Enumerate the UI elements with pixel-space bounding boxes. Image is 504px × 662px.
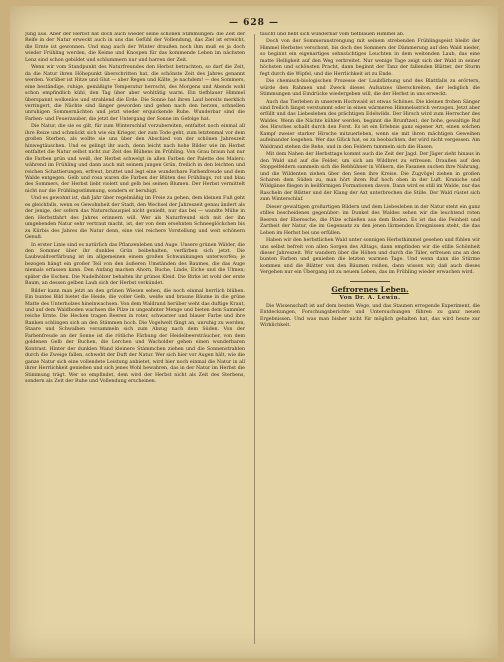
column-divider <box>254 34 255 644</box>
paragraph: Auch das Tierleben in unserem Hochwald ist etwas Schönes. Die kleinen frohen Sänger sind freilich längst verstummt oder in einen wärmeren Himmelsstrich verzogen. Jetzt aber erfüllt und das Liebesleben des prächtigen Edelwilds. Der Hirsch wird zum Herrscher des Waldes. Wenn die Nächte kühler werden, beginnt die Brunftzeit, der hohe, gewaltige Ruf des Hirsches schallt durch den Forst. Es ist ein Erlebnis ganz eigener Art, einen solchen Kampf zweier starker Hirsche mitzuerleben, wenn sie mit ihren mächtigen Geweihen aufeinander losgehen. Wer das Glück hat, es zu beobachten, der wird nicht vergessen. Am Waldrand stehen die Rehe, und in den Feldern tummeln sich die Hasen. <box>260 99 480 150</box>
paragraph: taucht und hebt sich wunderbar vom tiefblauen Himmel ab. <box>260 32 405 37</box>
paragraph: Und es gewohnt ist, daß Jahr über regelmäßig im Freie zu gehen, dem kleinen Fuß geht es gleichfalls, wenn es Gewohnheit der Stadt, den Wechsel der Jahreszeit genau ändert als der jenige, der sofern das Naturschauspiel nicht genießt, nur das bei — wandte Mühe in den Herbstfahrt des Jahres erinnern will. Wer als Naturfreund sich mit der ihn umgebenden Natur sehr vertraut macht, ist, der von dem ersehnten Schneeglöckchen bis zu Kürbis des Jahres die Natur denn, eine viel reichere Vorstellung und weit schönern Genuß. <box>25 196 245 241</box>
magazine-page <box>10 6 498 658</box>
left-column <box>25 32 245 650</box>
article-title: Gefrorenes Leben. <box>331 285 409 295</box>
paragraph: Jung aus. Aber der Herbst hat doch auch wieder seine schönen Stimmungen: die Zeit der Reife in der Natur erweckt auch in uns das Gefühl der Vollendung, das Ziel ist erreicht, die Ernte ist gewonnen. Und mag auch der Winter draußen noch ihm muß es ja doch wieder Frühling werden, die Keime und Knospen für das kommende Leben im nächsten Lenz sind schon gebildet und schlummern nur und harren der Zeit. <box>25 32 245 63</box>
page-number: — 628 — <box>228 18 280 28</box>
paragraph: Mit dem Nahen der Herbsttage kommt auch die Zeit der Jagd. Der Jäger zieht hinaus in den Wald und auf die Felder, um sich am Wildbret zu erfreuen. Draußen auf den Stoppelfeldern sammeln sich die Rebhühner in Völkern, die Fasanen suchen ihre Nahrung, und die Wildenten ziehen über den Seen ihre Kreise. Die Zugvögel ziehen in großen Scharen dem Süden zu, man hört ihren Ruf hoch oben in der Luft. Kraniche und Wildgänse fliegen in keilförmigen Formationen davon. Dann wird es still im Walde, nur das Rascheln der Blätter und der Klang der Axt unterbrechen die Stille. Der Wald rüstet sich zum Winterschlaf. <box>260 152 480 203</box>
paragraph: Bilder kann man jetzt an den grünen Wiesen sehen, die noch einmal herrlich blühen. Ein buntes Bild bietet die Heide, die voller Gelb, weiße und braune Bäume in die grüne Matte des Unterholzes hineinwachsen. Von dem Waldrand herüber weht das duftige Kraut, und auf dem Waldboden wachsen die Pilze in ungeahnter Menge und bieten dem Sammler reiche Ernte. Die Hecken tragen Beeren in roter, schwarzer und blauer Farbe und ihre Ranken schlingen sich an den Stämmen hoch. Die Vogelwelt fängt an, unruhig zu werden, Staare und Schwalben versammeln sich zum Abzug nach dem Süden. Von der Farbenfreude an der Sonne ist die rötliche Färbung der Heidelbeersträucher, von dem goldenen Gelb der Buchen, die Lerchen und Wacholder gehen einen wunderbaren Kontrast. Hinter der dunklen Wand kleinere Stämmchen ziehen und die Sonnenstrahlen durch die Zweige fallen, schwebt der Duft der Natur. Wer sich hier vor Augen hält, wie die ganze Natur sich eine vollendete Leistung anbietet, wird hier noch einmal die Natur in all ihrer Herrlichkeit genießen und sich jenes Wohl bewahren, das in der Natur im Herbst die Stimmung trägt. Wer so empfindet, dem wird der Herbst nicht als Zeit des Sterbens, sondern als Zeit der Ruhe und Vollendung erscheinen. <box>25 288 245 385</box>
right-column <box>260 32 480 650</box>
paragraph: Die chemisch-biologischen Prozesse der Laubfärbung und des Blattfalls zu erörtern, würde den Rahmen und Zweck dieses Aufsatzes überschreiten, der lediglich die Stimmungen und Eindrücke wiedergeben will, die der Herbst in uns erweckt. <box>260 79 480 98</box>
paragraph: Haben wir den herbstlichen Wald unter sonnigen Herbsthimmel gesehen und fühlen wir uns selbst befreit von allen Sorgen des Alltags, dann empfinden wir die stille Schönheit dieser Jahreszeit. Wir wandern über die Höhen und durch die Täler, erfreuen uns an den bunten Farben und genießen die letzten warmen Tage. Und wenn dann die Stürme kommen und die Blätter von den Bäumen reißen, dann wissen wir, daß auch dieses Vergehen nur ein Übergang ist zu neuem Leben, das im Frühling wieder erwachen wird. <box>260 238 480 276</box>
paragraph: Doch von der Sommeranstrengung mit seinem strebenden Frühlingsgeist bleibt der Himmel Herbstes verschont, bis doch des Sommers der Dämmerung auf den Wald nieder, so beginnt ein eigenartiges sehnsüchtiges Leuchten in dem weitenden Laub, das eine matte Helligkeit auf den Weg verbreitet. Nur wenige Tage zeigt sich der Wald in seiner höchsten und schönsten Pracht, dann beginnt der Tanz der fallenden Blätter, der Sturm fegt durch die Wipfel, und die Herrlichkeit ist zu Ende. <box>260 39 480 77</box>
paragraph: In erster Linie sind es natürlich das Pflanzenleben und Auge. Unsere grünen Wälder, die den Sommer über ihr dunkles Grün beibehalten, verfärben sich jetzt. Die Laubwaldverfärbung ist im allgemeinen einem großen Schwankungen unterworfen; je bezogen hängt ein großer Teil von den äußeren Umständen des Baumes, die das Auge niemals erfassen kann. Den Anfang machen Ahorn, Buche, Linde, Eiche und die Ulmen; später die Eschen. Die Nadelhölzer behalten ihr grünes Kleid. Die Birke ist wohl der erste Baum, an dessen gelben Laub sich der Herbst verkündet. <box>25 242 245 287</box>
paragraph: Die Wissenschaft ist auf dem besten Wege, und das Staunen erregende Experiment, die Entdeckungen, Forschungsberichte und Untersuchungen führen zu ganz neuen Ergebnissen. Und was man bisher nicht für möglich gehalten hat, das wird heute zur Wirklichkeit. <box>260 303 480 329</box>
section-rule <box>350 281 390 282</box>
paragraph: Wenn wir vom Standpunkt des Naturfreundes den Herbst betrachten, so darf die Zeit, da die Natur ihren Höhepunkt überschritten hat, die schönste Zeit des Jahres genannt werden. Vorüber ist Hitze und Glut — aber Regen und Kälte, je nachdem! — des Sommers, eine beständige, ruhige, gemäßigte Temperatur herrscht, des Morgens und Abends wohl schon empfindlich kühl, den Tag über aber wohltätig warm. Ein tiefblauer Himmel überspannt wolkenlos und strahlend die Erde. Die Sonne hat ihren Lauf bereits merklich verringert, die Nächte sind länger geworden und gehen nach den herzen, schnellen unruhigen Sommernächten und jetzt wieder erquickende Ruhe. Wunderbar sind die Farben- und Feuerzauber, die jetzt der Untergang der Sonne im Gefolge hat. <box>25 65 245 122</box>
paragraph: Die Natur, die sie es gilt, für zum Winterschlaf vorzubereiten, entfaltet noch einmal all ihre Reize und schmückt sich wie ein Krieger, der zum Tode geht, zum letztenmal vor dem großen Sterben, als wollte sie uns über den Abschied von der schönen Jahreszeit hinwegtäuschen. Und es gelingt ihr auch, denn leicht nach hohe Bilder wie im Herbst entfaltet die Natur selbst nicht zur Zeit des Blühens im Frühling. Von Grau braun hat nur die Farben grün und weiß, der Herbst schwelgt in allen Farben der Palette des Malers: während im Frühling und dann auch mit seinem jungen Grün, freilich in den leichten und reichen Schattierungen, erfreut, bruttet und legt eine wunderbare Farbenfreude und dem Walde entgegen. Gelb und rosa waren die Farben der Blüten des Frühlings, rot und blau des Sommers, der Herbst liebt violett und gelb bei seinen Blumen. Der Herbst vermittelt nicht nur die Frühlingsstimmung, sondern er beruhigt. <box>25 124 245 194</box>
paragraph: Dieser gewaltigen großartigen Bildern und dem Liebesleben in der Natur steht ein ganz stilles bescheidenes gegenüber: im Dunkel des Waldes sehen wir die leuchtend roten Beeren der Eberesche, die Pilze schießen aus dem Boden. Es ist das die Feinheit und Zartheit der Natur, die im Gegensatz zu den jenen lärmenden Ereignissen steht, die das Leben im Herbst bei uns erfüllen. <box>260 204 480 236</box>
article-byline: Von Dr. A. Lewin. <box>339 295 401 302</box>
